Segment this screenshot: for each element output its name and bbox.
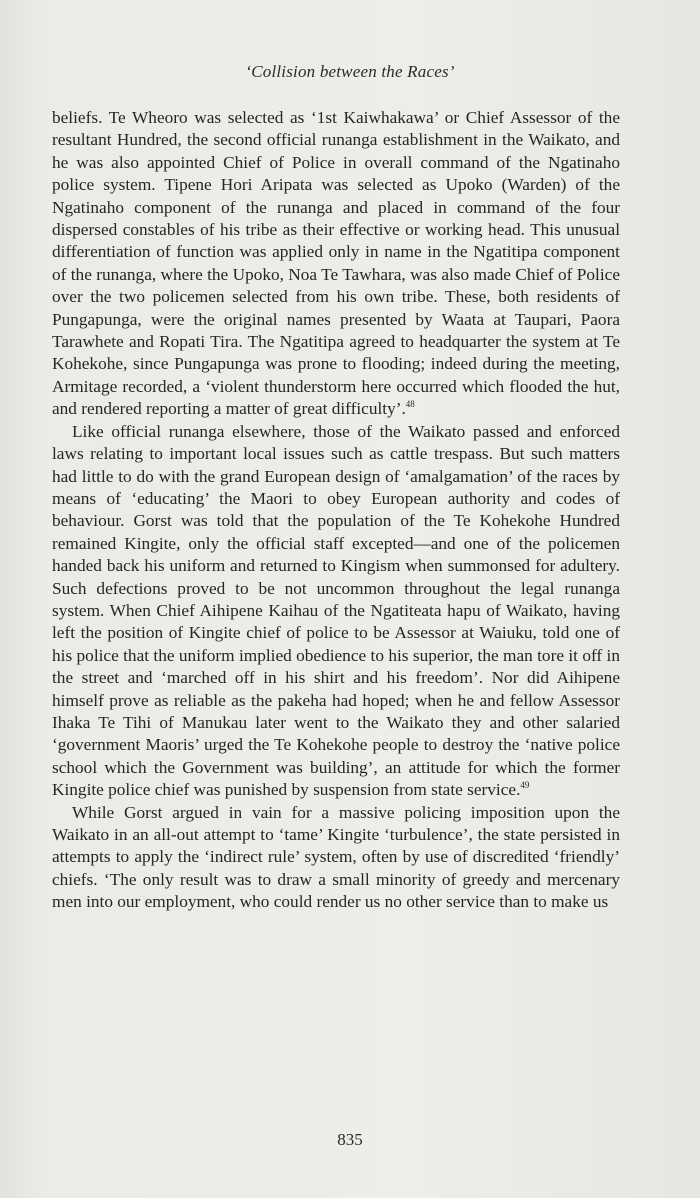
paragraph-3 — [52, 802, 620, 914]
paragraph-3-text: While Gorst argued in vain for a massive policing imposition upon the Waikato in an all-out attempt to ‘tame’ Kingite ‘turbulence’, the state persisted in attempts to apply the ‘indirect rule’ system, often by use of discredited ‘friendly’ chiefs. ‘The only result was to draw a small minority of greedy and mercenary men into our employment, who could render us no other service than to make us — [52, 802, 620, 912]
running-head: ‘Collision between the Races’ — [245, 62, 455, 81]
paragraph-1-text: beliefs. Te Wheoro was selected as ‘1st Kaiwhakawa’ or Chief Assessor of the resultant Hundred, the second official runanga establishment in the Waikato, and he was also appointed Chief of Police in overall command of the Ngatinaho police system. Tipene Hori Aripata was selected as Upoko (Warden) of the Ngatinaho component of the runanga and placed in command of the four dispersed constables of his tribe as their effective or working head. This unusual differentiation of function was applied only in name in the Ngatitipa component of the runanga, where the Upoko, Noa Te Tawhara, was also made Chief of Police over the two policemen selected from his own tribe. These, both residents of Pungapunga, were the original names presented by Waata at Taupari, Paora Tarawhete and Ropati Tira. The Ngatitipa agreed to headquarter the system at Te Kohekohe, since Pungapunga was prone to flooding; indeed during the meeting, Armitage recorded, a ‘violent thunderstorm here occurred which flooded the hut, and rendered reporting a matter of great difficulty’. — [52, 108, 620, 419]
paragraph-1 — [52, 107, 620, 421]
paragraph-2 — [52, 421, 620, 802]
footnote-ref-49[interactable]: 49 — [520, 780, 530, 791]
body-text — [52, 107, 620, 914]
footnote-ref-48[interactable]: 48 — [405, 399, 415, 410]
paragraph-2-text: Like official runanga elsewhere, those of the Waikato passed and enforced laws relating to important local issues such as cattle trespass. But such matters had little to do with the grand European design of ‘amalgamation’ of the races by means of ‘educating’ the Maori to obey European authority and codes of behaviour. Gorst was told that the population of the Te Kohekohe Hundred remained Kingite, only the official staff excepted—and one of the policemen handed back his uniform and returned to Kingism when summonsed for adultery. Such defections proved to be not uncommon throughout the legal runanga system. When Chief Aihipene Kaihau of the Ngatiteata hapu of Waikato, having left the position of Kingite chief of police to be Assessor at Waiuku, told one of his police that the uniform implied obedience to his superior, the man tore it off in the street and ‘marched off in his shirt and his freedom’. Nor did Aihipene himself prove as reliable as the pakeha had hoped; when he and fellow Assessor Ihaka Te Tihi of Manukau later went to the Waikato they and other salaried ‘government Maoris’ urged the Te Kohekohe people to destroy the ‘native police school which the Government was building’, an attitude for which the former Kingite police chief was punished by suspension from state service. — [52, 421, 620, 800]
page-number: 835 — [337, 1130, 363, 1149]
